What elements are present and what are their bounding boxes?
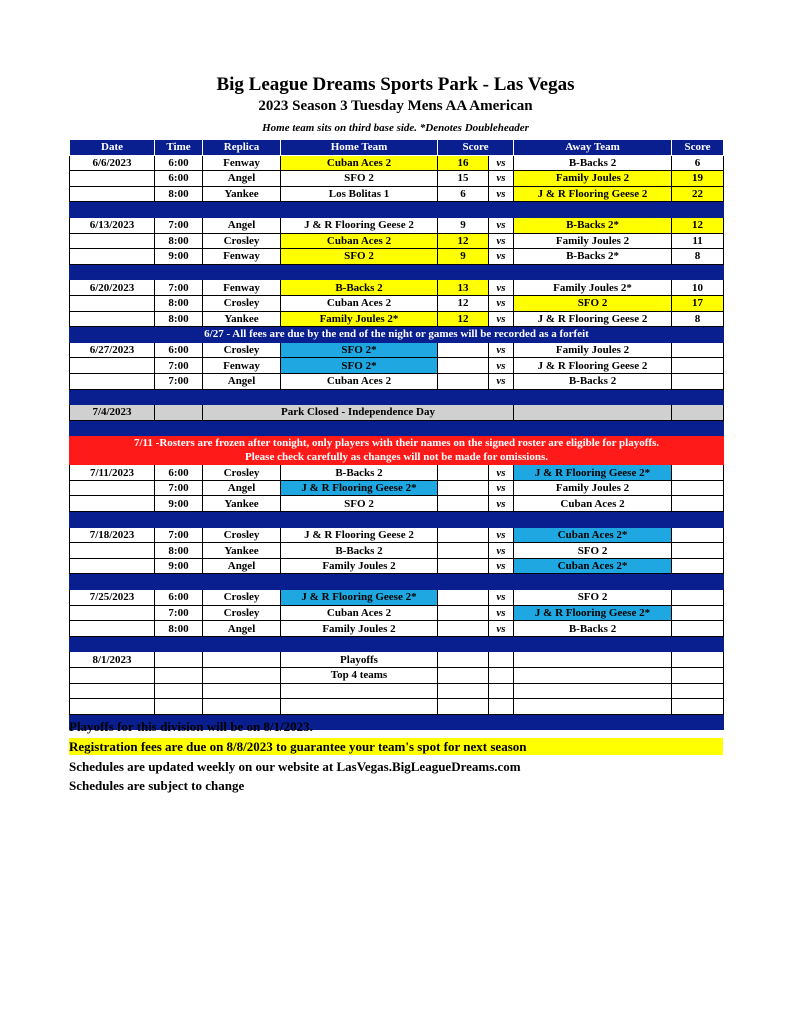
game-time: 7:00 (155, 605, 203, 621)
game-date: 6/13/2023 (70, 217, 155, 233)
away-score: 8 (672, 249, 724, 265)
home-team: J & R Flooring Geese 2 (281, 217, 438, 233)
away-team: SFO 2 (514, 590, 672, 606)
empty-cell (438, 683, 489, 699)
home-score: 6 (438, 186, 489, 202)
away-team: Family Joules 2 (514, 342, 672, 358)
game-date (70, 621, 155, 637)
game-field: Crosley (203, 605, 281, 621)
registration-footer: Registration fees are due on 8/8/2023 to guarantee your team's spot for next season (69, 738, 723, 755)
vs-label: vs (489, 217, 514, 233)
empty-cell (70, 668, 155, 684)
col-home-score: Score (438, 140, 514, 156)
empty-cell (672, 652, 724, 668)
away-team: B-Backs 2* (514, 249, 672, 265)
col-away-team: Away Team (514, 140, 672, 156)
empty-cell (155, 652, 203, 668)
game-field: Yankee (203, 311, 281, 327)
table-row (70, 621, 724, 637)
game-time: 7:00 (155, 527, 203, 543)
game-field: Crosley (203, 527, 281, 543)
home-score: 15 (438, 171, 489, 187)
game-time: 7:00 (155, 373, 203, 389)
game-date (70, 373, 155, 389)
home-team: SFO 2 (281, 171, 438, 187)
empty-cell (672, 668, 724, 684)
empty-cell (514, 683, 672, 699)
home-team: J & R Flooring Geese 2* (281, 590, 438, 606)
disclaimer-footer: Schedules are subject to change (69, 778, 245, 793)
empty-cell (489, 683, 514, 699)
table-row (70, 217, 724, 233)
col-time: Time (155, 140, 203, 156)
game-date (70, 171, 155, 187)
roster-notice (70, 436, 724, 465)
game-time: 7:00 (155, 280, 203, 296)
vs-label: vs (489, 295, 514, 311)
vs-label: vs (489, 621, 514, 637)
page-title: Big League Dreams Sports Park - Las Vegas (216, 74, 575, 95)
away-score: 17 (672, 295, 724, 311)
home-team: Cuban Aces 2 (281, 233, 438, 249)
game-time: 8:00 (155, 295, 203, 311)
empty-cell (203, 652, 281, 668)
game-field: Angel (203, 373, 281, 389)
away-team: Cuban Aces 2* (514, 558, 672, 574)
home-score: 16 (438, 155, 489, 171)
game-field: Fenway (203, 249, 281, 265)
table-row (70, 699, 724, 715)
playoffs-teams: Top 4 teams (281, 668, 438, 684)
table-row (70, 155, 724, 171)
vs-label: vs (489, 155, 514, 171)
week-separator (70, 574, 724, 590)
week-separator (70, 389, 724, 405)
empty-cell (514, 652, 672, 668)
empty-cell (155, 683, 203, 699)
home-team: Los Bolitas 1 (281, 186, 438, 202)
away-team: J & R Flooring Geese 2* (514, 465, 672, 481)
away-team: Family Joules 2 (514, 233, 672, 249)
away-score: 12 (672, 217, 724, 233)
game-date: 6/6/2023 (70, 155, 155, 171)
home-score: 9 (438, 249, 489, 265)
home-team: B-Backs 2 (281, 280, 438, 296)
away-score: 8 (672, 311, 724, 327)
table-row (70, 171, 724, 187)
game-time: 8:00 (155, 543, 203, 559)
week-separator (70, 636, 724, 652)
empty-cell (155, 699, 203, 715)
empty-cell (203, 699, 281, 715)
fees-notice: 6/27 - All fees are due by the end of the night or games will be recorded as a forfeit (70, 327, 724, 343)
home-score (438, 358, 489, 374)
away-team: B-Backs 2* (514, 217, 672, 233)
away-score (672, 342, 724, 358)
home-score (438, 465, 489, 481)
home-team: B-Backs 2 (281, 543, 438, 559)
empty-cell (281, 699, 438, 715)
table-row (70, 652, 724, 668)
vs-label: vs (489, 186, 514, 202)
game-time: 9:00 (155, 249, 203, 265)
game-time: 8:00 (155, 621, 203, 637)
game-date (70, 358, 155, 374)
vs-label: vs (489, 373, 514, 389)
away-score: 6 (672, 155, 724, 171)
empty-cell (514, 405, 672, 421)
away-score (672, 480, 724, 496)
park-closed-row (70, 405, 724, 421)
game-date (70, 295, 155, 311)
fees-notice-row (70, 327, 724, 343)
game-field: Fenway (203, 155, 281, 171)
playoffs-footer: Playoffs for this division will be on 8/1/2023. (69, 719, 313, 734)
game-time: 8:00 (155, 233, 203, 249)
away-score: 10 (672, 280, 724, 296)
game-date (70, 249, 155, 265)
empty-cell (203, 683, 281, 699)
empty-cell (155, 405, 203, 421)
away-score (672, 543, 724, 559)
away-team: B-Backs 2 (514, 621, 672, 637)
away-team: B-Backs 2 (514, 373, 672, 389)
empty-cell (489, 652, 514, 668)
empty-cell (672, 699, 724, 715)
roster-notice-line2: Please check carefully as changes will not be made for omissions. (245, 451, 548, 464)
vs-label: vs (489, 480, 514, 496)
game-time: 7:00 (155, 217, 203, 233)
table-row (70, 683, 724, 699)
away-score (672, 621, 724, 637)
home-score (438, 590, 489, 606)
col-home-team: Home Team (281, 140, 438, 156)
table-row (70, 496, 724, 512)
game-date (70, 558, 155, 574)
game-date (70, 480, 155, 496)
game-field: Fenway (203, 358, 281, 374)
game-date (70, 543, 155, 559)
vs-label: vs (489, 558, 514, 574)
empty-cell (489, 699, 514, 715)
game-date: 7/18/2023 (70, 527, 155, 543)
game-field: Crosley (203, 233, 281, 249)
home-team: Family Joules 2 (281, 558, 438, 574)
col-replica: Replica (203, 140, 281, 156)
away-team: B-Backs 2 (514, 155, 672, 171)
away-team: J & R Flooring Geese 2 (514, 311, 672, 327)
empty-cell (672, 683, 724, 699)
vs-label: vs (489, 342, 514, 358)
empty-cell (281, 683, 438, 699)
empty-cell (438, 652, 489, 668)
park-closed-label: Park Closed - Independence Day (203, 405, 514, 421)
vs-label: vs (489, 496, 514, 512)
roster-notice-line1: 7/11 -Rosters are frozen after tonight, only players with their names on the signed roster are eligible for playoffs. (133, 437, 660, 450)
home-score (438, 558, 489, 574)
table-row (70, 295, 724, 311)
game-date: 7/25/2023 (70, 590, 155, 606)
vs-label: vs (489, 280, 514, 296)
vs-label: vs (489, 249, 514, 265)
table-row (70, 233, 724, 249)
game-date (70, 311, 155, 327)
week-separator (70, 512, 724, 528)
away-team: SFO 2 (514, 295, 672, 311)
table-row (70, 280, 724, 296)
table-row (70, 358, 724, 374)
game-field: Crosley (203, 590, 281, 606)
home-score (438, 496, 489, 512)
home-score (438, 527, 489, 543)
week-separator (70, 202, 724, 218)
game-date (70, 496, 155, 512)
away-score (672, 358, 724, 374)
game-time: 9:00 (155, 558, 203, 574)
schedule-table (69, 139, 724, 730)
table-header-row (70, 140, 724, 156)
vs-label: vs (489, 465, 514, 481)
game-date: 7/4/2023 (70, 405, 155, 421)
game-time: 6:00 (155, 155, 203, 171)
home-team: Cuban Aces 2 (281, 605, 438, 621)
schedule-note: Home team sits on third base side. *Denotes Doubleheader (262, 122, 529, 134)
away-score (672, 590, 724, 606)
game-field: Crosley (203, 465, 281, 481)
away-score (672, 558, 724, 574)
game-field: Angel (203, 558, 281, 574)
game-time: 7:00 (155, 358, 203, 374)
vs-label: vs (489, 358, 514, 374)
game-field: Yankee (203, 186, 281, 202)
game-field: Angel (203, 621, 281, 637)
empty-cell (438, 699, 489, 715)
home-team: J & R Flooring Geese 2 (281, 527, 438, 543)
game-field: Yankee (203, 496, 281, 512)
away-score (672, 496, 724, 512)
away-team: SFO 2 (514, 543, 672, 559)
vs-label: vs (489, 171, 514, 187)
col-date: Date (70, 140, 155, 156)
empty-cell (70, 683, 155, 699)
home-score: 9 (438, 217, 489, 233)
table-row (70, 590, 724, 606)
away-team: Family Joules 2* (514, 280, 672, 296)
game-field: Crosley (203, 342, 281, 358)
table-row (70, 527, 724, 543)
home-score (438, 480, 489, 496)
website-footer: Schedules are updated weekly on our website at LasVegas.BigLeagueDreams.com (69, 759, 521, 774)
away-team: Cuban Aces 2 (514, 496, 672, 512)
home-score (438, 543, 489, 559)
home-score: 13 (438, 280, 489, 296)
roster-notice-row (70, 436, 724, 465)
away-score (672, 605, 724, 621)
game-time: 7:00 (155, 480, 203, 496)
table-row (70, 311, 724, 327)
game-date: 6/20/2023 (70, 280, 155, 296)
table-row (70, 558, 724, 574)
away-score (672, 465, 724, 481)
game-time: 6:00 (155, 465, 203, 481)
game-time: 8:00 (155, 311, 203, 327)
home-score (438, 342, 489, 358)
game-date (70, 233, 155, 249)
table-row (70, 465, 724, 481)
away-team: J & R Flooring Geese 2* (514, 605, 672, 621)
week-separator (70, 420, 724, 436)
game-time: 9:00 (155, 496, 203, 512)
home-score (438, 373, 489, 389)
game-field: Yankee (203, 543, 281, 559)
week-separator (70, 264, 724, 280)
home-team: Cuban Aces 2 (281, 373, 438, 389)
game-field: Fenway (203, 280, 281, 296)
away-team: J & R Flooring Geese 2 (514, 358, 672, 374)
away-score: 22 (672, 186, 724, 202)
away-team: Family Joules 2 (514, 480, 672, 496)
home-score (438, 621, 489, 637)
game-time: 6:00 (155, 171, 203, 187)
game-time: 8:00 (155, 186, 203, 202)
game-field: Angel (203, 171, 281, 187)
away-score (672, 527, 724, 543)
empty-cell (203, 668, 281, 684)
home-team: SFO 2* (281, 342, 438, 358)
home-team: B-Backs 2 (281, 465, 438, 481)
empty-cell (514, 699, 672, 715)
game-date: 8/1/2023 (70, 652, 155, 668)
game-field: Crosley (203, 295, 281, 311)
empty-cell (155, 668, 203, 684)
table-row (70, 605, 724, 621)
table-row (70, 249, 724, 265)
home-team: SFO 2 (281, 496, 438, 512)
home-team: SFO 2* (281, 358, 438, 374)
away-team: Cuban Aces 2* (514, 527, 672, 543)
away-team: Family Joules 2 (514, 171, 672, 187)
away-team: J & R Flooring Geese 2 (514, 186, 672, 202)
table-row (70, 342, 724, 358)
home-team: J & R Flooring Geese 2* (281, 480, 438, 496)
game-date (70, 186, 155, 202)
home-team: Family Joules 2 (281, 621, 438, 637)
table-row (70, 373, 724, 389)
page-subtitle: 2023 Season 3 Tuesday Mens AA American (258, 98, 533, 114)
empty-cell (70, 699, 155, 715)
away-score: 11 (672, 233, 724, 249)
empty-cell (438, 668, 489, 684)
home-score: 12 (438, 311, 489, 327)
game-field: Angel (203, 217, 281, 233)
home-team: SFO 2 (281, 249, 438, 265)
game-field: Angel (203, 480, 281, 496)
empty-cell (514, 668, 672, 684)
game-time: 6:00 (155, 342, 203, 358)
vs-label: vs (489, 590, 514, 606)
home-team: Cuban Aces 2 (281, 155, 438, 171)
col-away-score: Score (672, 140, 724, 156)
home-team: Family Joules 2* (281, 311, 438, 327)
empty-cell (672, 405, 724, 421)
table-row (70, 543, 724, 559)
table-row (70, 480, 724, 496)
away-score: 19 (672, 171, 724, 187)
vs-label: vs (489, 527, 514, 543)
empty-cell (489, 668, 514, 684)
home-score: 12 (438, 295, 489, 311)
table-row (70, 186, 724, 202)
vs-label: vs (489, 311, 514, 327)
home-team: Cuban Aces 2 (281, 295, 438, 311)
vs-label: vs (489, 233, 514, 249)
home-score: 12 (438, 233, 489, 249)
vs-label: vs (489, 543, 514, 559)
game-date (70, 605, 155, 621)
home-score (438, 605, 489, 621)
table-row (70, 668, 724, 684)
game-date: 7/11/2023 (70, 465, 155, 481)
game-date: 6/27/2023 (70, 342, 155, 358)
playoffs-label: Playoffs (281, 652, 438, 668)
away-score (672, 373, 724, 389)
vs-label: vs (489, 605, 514, 621)
game-time: 6:00 (155, 590, 203, 606)
